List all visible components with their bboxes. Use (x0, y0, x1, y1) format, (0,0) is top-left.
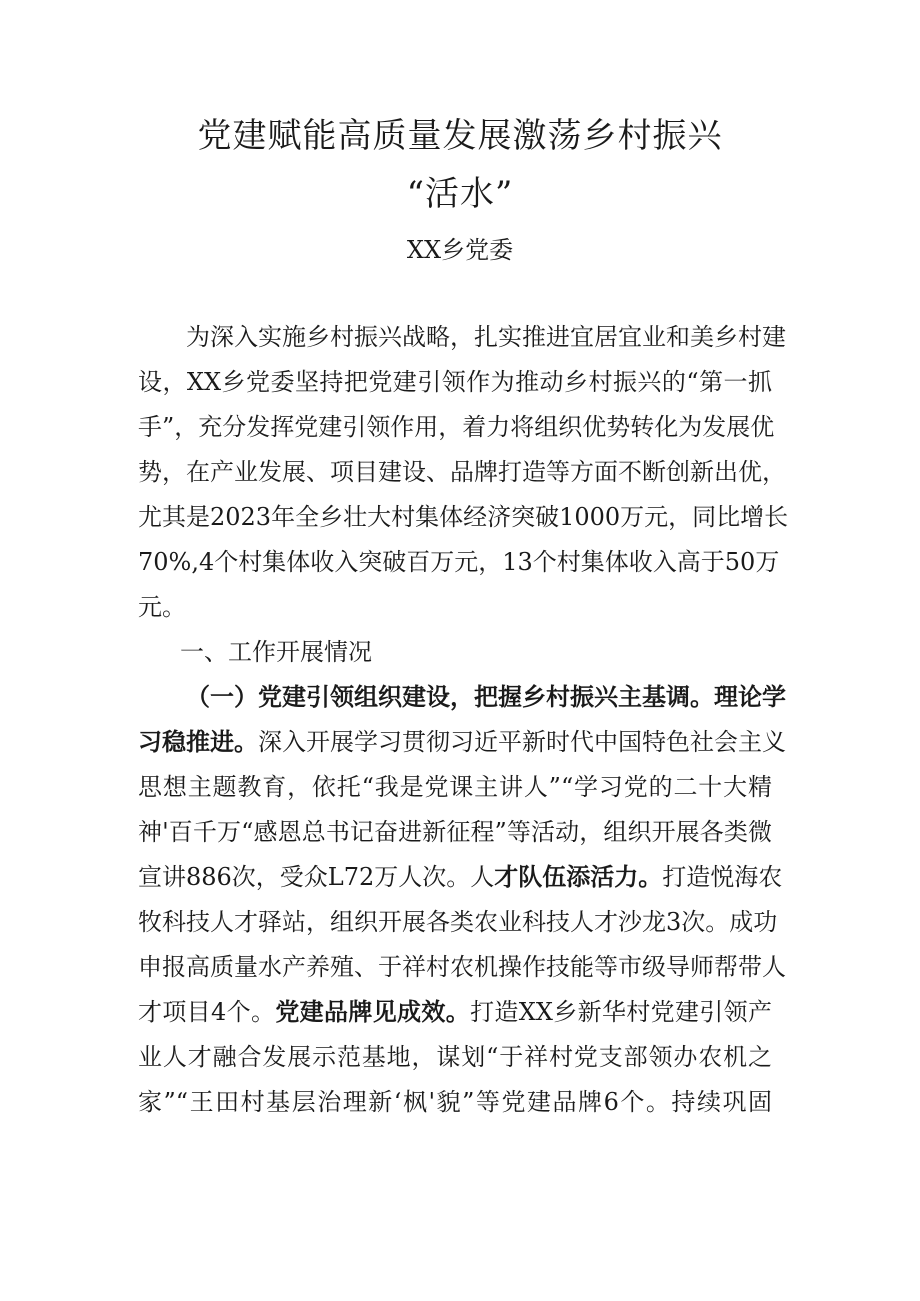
section-heading: 一、工作开展情况 (180, 638, 372, 666)
bold-phrase: 党建品牌见成效。 (275, 997, 471, 1026)
intro-line: 元。 (138, 593, 186, 621)
body-line: 申报高质量水产养殖、于祥村农机操作技能等市级导师帮带人 (138, 953, 786, 981)
body-line (138, 862, 783, 892)
body-line: 家”“王田村基层治理新‘枫'貌”等党建品牌6个。持续巩固 (138, 1088, 772, 1116)
intro-line: 70%,4个村集体收入突破百万元，13个村集体收入高于50万 (138, 548, 780, 576)
document-author-org: XX乡党委 (406, 236, 514, 264)
body-line (138, 997, 772, 1027)
intro-line: 手”，充分发挥党建引领作用，着力将组织优势转化为发展优 (138, 413, 775, 441)
document-title-line-2: “活水” (406, 174, 514, 214)
body-line: 牧科技人才驿站，组织开展各类农业科技人才沙龙3次。成功 (138, 908, 778, 936)
intro-line: 势，在产业发展、项目建设、品牌打造等方面不断创新出优， (138, 458, 786, 486)
intro-line: 尤其是2023年全乡壮大村集体经济突破1000万元，同比增长 (138, 503, 789, 531)
bold-phrase: 才队伍添活力。 (494, 862, 663, 891)
body-line: 思想主题教育，依托“我是党课主讲人”“学习党的二十大精 (138, 773, 772, 801)
intro-line: 为深入实施乡村振兴战略，扎实推进宜居宜业和美乡村建 (186, 323, 786, 351)
body-text: 打造XX乡新华村党建引领产 (470, 998, 772, 1026)
body-line (138, 727, 786, 757)
bold-phrase: 习稳推进。 (138, 727, 258, 756)
body-text: 深入开展学习贯彻习近平新时代中国特色社会主义 (258, 728, 786, 756)
body-line: 业人才融合发展示范基地，谋划“于祥村党支部领办农机之 (138, 1043, 772, 1071)
body-text: 才项目4个。 (138, 998, 276, 1026)
body-text: 打造悦海农 (662, 863, 783, 891)
subsection-heading: （一）党建引领组织建设，把握乡村振兴主基调。理论学 (186, 682, 786, 711)
intro-line: 设，XX乡党委坚持把党建引领作为推动乡村振兴的“第一抓 (138, 368, 772, 396)
body-text: 宣讲886次，受众L72万人次。人 (138, 863, 495, 891)
body-line: 神'百千万“感恩总书记奋进新征程”等活动，组织开展各类微 (138, 818, 772, 846)
document-title-line-1: 党建赋能高质量发展激荡乡村振兴 (197, 116, 723, 156)
